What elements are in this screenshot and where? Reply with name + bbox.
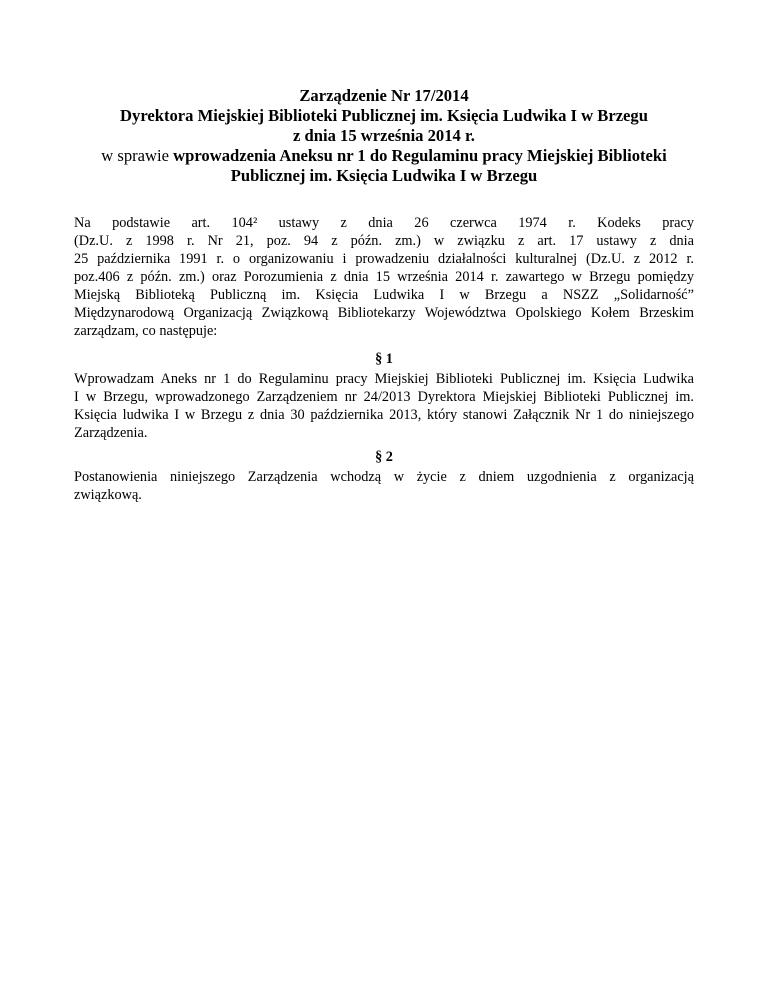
intro-line: Na podstawie art. 104² ustawy z dnia 26 czerwca 1974 r. Kodeks pracy <box>74 215 694 231</box>
section-2-mark: § 2 <box>375 449 393 465</box>
document-header <box>60 86 708 186</box>
intro-line: (Dz.U. z 1998 r. Nr 21, poz. 94 z późn. zm.) w związku z art. 17 ustawy z dnia <box>74 233 694 249</box>
subject-text-line2: Publicznej im. Księcia Ludwika I w Brzegu <box>230 166 538 185</box>
section-1-line: I w Brzegu, wprowadzonego Zarządzeniem nr 24/2013 Dyrektora Miejskiej Biblioteki Publicznej im. <box>74 389 694 405</box>
ordinance-issuer: Dyrektora Miejskiej Biblioteki Publicznej im. Księcia Ludwika I w Brzegu <box>120 106 648 125</box>
section-1 <box>74 350 694 442</box>
section-2 <box>74 448 694 504</box>
ordinance-title: Zarządzenie Nr 17/2014 <box>299 86 469 105</box>
section-1-line: Zarządzenia. <box>74 425 148 441</box>
intro-line: poz.406 z późn. zm.) oraz Porozumienia z dnia 15 września 2014 r. zawartego w Brzegu pomiędzy <box>74 269 694 285</box>
ordinance-subject <box>60 146 708 166</box>
section-1-mark: § 1 <box>375 351 393 367</box>
section-2-line: związkową. <box>74 487 142 503</box>
intro-line: Miejską Biblioteką Publiczną im. Księcia Ludwika I w Brzegu a NSZZ „Solidarność” <box>74 287 694 303</box>
section-1-line: Księcia ludwika I w Brzegu z dnia 30 października 2013, który stanowi Załącznik Nr 1 do niniejszego <box>74 407 694 423</box>
intro-paragraph <box>74 214 694 340</box>
subject-text-line1: wprowadzenia Aneksu nr 1 do Regulaminu pracy Miejskiej Biblioteki <box>173 146 667 165</box>
subject-prefix: w sprawie <box>101 146 174 165</box>
section-1-line: Wprowadzam Aneks nr 1 do Regulaminu pracy Miejskiej Biblioteki Publicznej im. Księcia Ludwika <box>74 371 694 387</box>
intro-line: zarządzam, co następuje: <box>74 323 218 339</box>
intro-line: 25 października 1991 r. o organizowaniu i prowadzeniu działalności kulturalnej (Dz.U. z 2012 r. <box>74 251 694 267</box>
intro-line: Międzynarodową Organizacją Związkową Bibliotekarzy Województwa Opolskiego Kołem Brzeskim <box>74 305 694 321</box>
ordinance-date: z dnia 15 września 2014 r. <box>293 126 475 145</box>
section-2-line: Postanowienia niniejszego Zarządzenia wchodzą w życie z dniem uzgodnienia z organizacją <box>74 469 694 485</box>
